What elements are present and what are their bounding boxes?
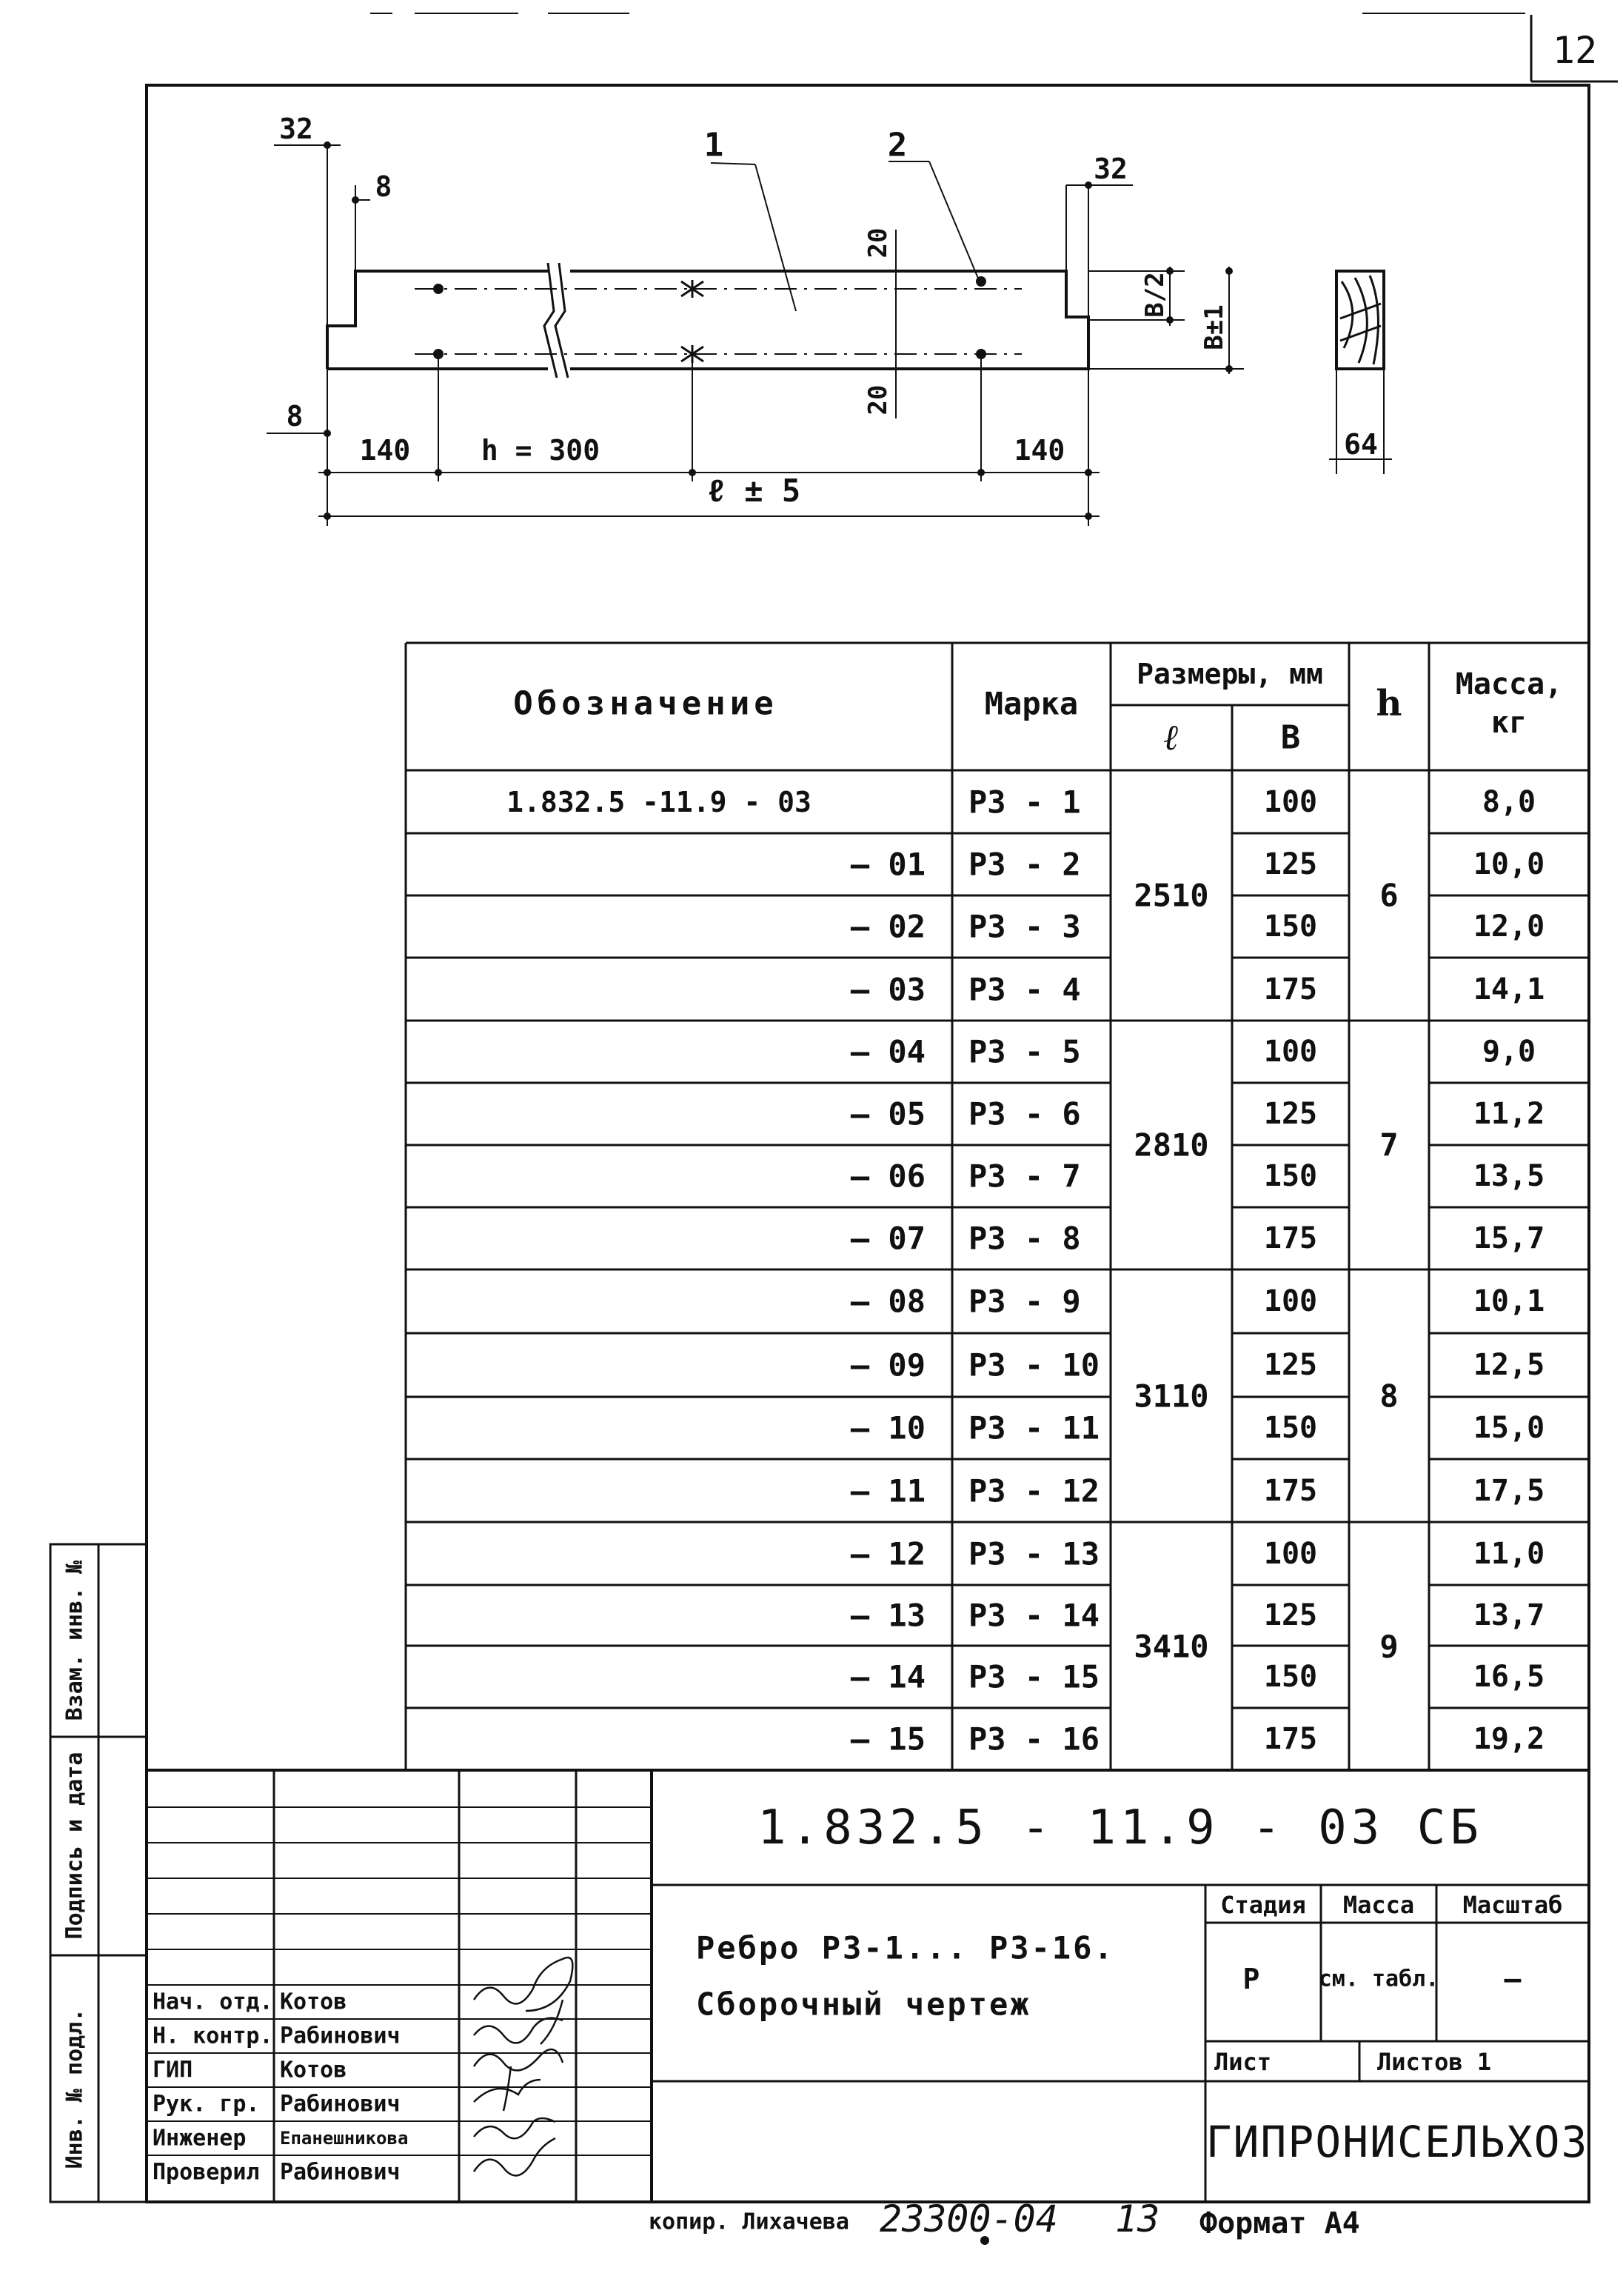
cell-mark: Р3 - 11 — [968, 1409, 1100, 1446]
signature-role: Нач. отд. — [153, 1989, 273, 2015]
cell-mass: 15,0 — [1473, 1411, 1545, 1445]
cell-l: 3110 — [1134, 1378, 1209, 1414]
cell-mass: 13,5 — [1473, 1159, 1545, 1193]
cell-designation: — 06 — [850, 1158, 926, 1195]
cell-h: 7 — [1379, 1127, 1399, 1164]
cell-b: 150 — [1263, 910, 1318, 944]
stage-value: Р — [1242, 1963, 1260, 1995]
dim-64: 64 — [1344, 428, 1378, 461]
cell-mass: 12,5 — [1473, 1348, 1545, 1382]
cell-mass: 14,1 — [1473, 972, 1545, 1007]
cell-mark: Р3 - 3 — [968, 908, 1081, 945]
cell-mass: 11,2 — [1473, 1097, 1545, 1131]
signature-role: Проверил — [153, 2159, 260, 2186]
cell-mass: 9,0 — [1482, 1035, 1536, 1069]
cell-mass: 19,2 — [1473, 1722, 1545, 1756]
cell-designation: 1.832.5 -11.9 - 03 — [506, 785, 812, 818]
sheet-number: 12 — [1552, 29, 1598, 72]
cell-mark: Р3 - 10 — [968, 1346, 1100, 1384]
cell-mass: 12,0 — [1473, 910, 1545, 944]
cell-designation: — 10 — [850, 1409, 926, 1446]
cell-mass: 17,5 — [1473, 1473, 1545, 1508]
cell-l: 2510 — [1134, 877, 1209, 914]
sheets-label: Листов 1 — [1377, 2048, 1492, 2076]
dim-8-top: 8 — [375, 170, 392, 203]
cell-b: 175 — [1263, 1473, 1318, 1508]
cell-b: 175 — [1263, 972, 1318, 1007]
dim-32-right: 32 — [1094, 153, 1128, 185]
dim-length: ℓ ± 5 — [706, 473, 801, 509]
cell-designation: — 09 — [850, 1346, 926, 1384]
signature-role: Инженер — [153, 2125, 247, 2152]
signature-role: Н. контр. — [153, 2023, 273, 2049]
cell-designation: — 02 — [850, 908, 926, 945]
cell-mark: Р3 - 2 — [968, 846, 1081, 883]
cell-designation: — 01 — [850, 846, 926, 883]
header-mass: Масса, кг — [1455, 667, 1563, 740]
stage-label: Стадия — [1220, 1891, 1306, 1919]
callout-2: 2 — [887, 126, 908, 164]
dim-20-bottom: 20 — [863, 384, 893, 416]
cell-b: 100 — [1263, 1536, 1318, 1571]
sheet-label: Лист — [1214, 2048, 1272, 2076]
format-label: Формат А4 — [1199, 2206, 1360, 2240]
dim-h-300: h = 300 — [481, 434, 600, 467]
header-mark: Марка — [984, 685, 1079, 722]
cell-mark: Р3 - 9 — [968, 1283, 1081, 1320]
signature-role: ГИП — [153, 2057, 193, 2083]
drawing-name-line1: Ребро Р3-1... Р3-16. — [696, 1929, 1115, 1966]
dim-8-bottom: 8 — [286, 400, 304, 433]
copy-number: 23300-04 — [880, 2197, 1058, 2240]
copy-label: копир. Лихачева — [649, 2209, 849, 2235]
cell-h: 9 — [1379, 1628, 1399, 1664]
cell-mass: 10,1 — [1473, 1284, 1545, 1318]
scale-label: Масштаб — [1462, 1891, 1563, 1919]
cell-designation: — 12 — [850, 1535, 926, 1572]
header-l: ℓ — [1163, 717, 1179, 758]
cell-mass: 16,5 — [1473, 1660, 1545, 1694]
cell-b: 150 — [1263, 1660, 1318, 1694]
cell-mark: Р3 - 6 — [968, 1095, 1081, 1132]
cell-designation: — 14 — [850, 1658, 926, 1695]
rib-front-view — [327, 263, 1088, 378]
cell-b: 125 — [1263, 847, 1318, 881]
cell-mark: Р3 - 13 — [968, 1535, 1100, 1572]
cell-designation: — 03 — [850, 971, 926, 1007]
signature-name: Котов — [280, 1989, 347, 2015]
dim-140-left: 140 — [359, 434, 411, 467]
dim-b-tolerance: В±1 — [1199, 304, 1229, 350]
cell-mark: Р3 - 8 — [968, 1220, 1081, 1257]
cell-b: 175 — [1263, 1221, 1318, 1255]
dimension-lines — [267, 145, 1244, 526]
cell-b: 100 — [1263, 1035, 1318, 1069]
cell-b: 100 — [1263, 784, 1318, 819]
header-designation: Обозначение — [513, 684, 778, 723]
mass-label: Масса — [1342, 1891, 1415, 1919]
cell-mark: Р3 - 1 — [968, 784, 1081, 820]
cell-b: 125 — [1263, 1097, 1318, 1131]
mass-value: см. табл. — [1318, 1966, 1439, 1992]
signature-name: Котов — [280, 2057, 347, 2083]
cell-mark: Р3 - 14 — [968, 1597, 1100, 1634]
cell-mass: 11,0 — [1473, 1536, 1545, 1571]
dim-140-right: 140 — [1014, 434, 1065, 467]
cell-b: 150 — [1263, 1411, 1318, 1445]
scale-value: — — [1504, 1963, 1522, 1995]
cell-mass: 8,0 — [1482, 784, 1536, 819]
dim-b-half: В/2 — [1140, 272, 1170, 318]
cell-mass: 15,7 — [1473, 1221, 1545, 1255]
cell-designation: — 15 — [850, 1721, 926, 1758]
cell-mark: Р3 - 5 — [968, 1033, 1081, 1070]
header-h: h — [1376, 683, 1402, 724]
dim-32-left: 32 — [279, 113, 313, 145]
header-b: В — [1280, 718, 1301, 757]
cell-h: 6 — [1379, 877, 1399, 914]
cell-mass: 13,7 — [1473, 1598, 1545, 1632]
header-sizes: Размеры, мм — [1137, 658, 1323, 690]
cell-mark: Р3 - 15 — [968, 1658, 1100, 1695]
cell-designation: — 05 — [850, 1095, 926, 1132]
cell-mark: Р3 - 4 — [968, 971, 1081, 1007]
cell-b: 150 — [1263, 1159, 1318, 1193]
cell-b: 100 — [1263, 1284, 1318, 1318]
signature-name: Рабинович — [280, 2023, 401, 2049]
stamp-swap-inv: Взам. инв. № — [61, 1560, 88, 1721]
cell-mark: Р3 - 7 — [968, 1158, 1081, 1195]
signature-name: Епанешникова — [280, 2128, 409, 2149]
cell-designation: — 04 — [850, 1033, 926, 1070]
cell-designation: — 11 — [850, 1472, 926, 1509]
cell-mark: Р3 - 16 — [968, 1721, 1100, 1758]
cell-h: 8 — [1379, 1378, 1399, 1414]
cell-l: 3410 — [1134, 1628, 1209, 1664]
cell-l: 2810 — [1134, 1127, 1209, 1164]
cell-b: 175 — [1263, 1722, 1318, 1756]
cell-mass: 10,0 — [1473, 847, 1545, 881]
drawing-name-line2: Сборочный чертеж — [696, 1986, 1031, 2023]
stamp-sign-date: Подпись и дата — [61, 1752, 88, 1940]
signature-role: Рук. гр. — [153, 2091, 260, 2118]
cell-designation: — 07 — [850, 1220, 926, 1257]
signature-scribbles — [474, 1958, 572, 2175]
copy-page: 13 — [1115, 2197, 1160, 2240]
signature-name: Рабинович — [280, 2159, 401, 2186]
stamp-inv-no: Инв. № подл. — [61, 2008, 88, 2169]
cell-b: 125 — [1263, 1348, 1318, 1382]
drawing-code: 1.832.5 - 11.9 - 03 СБ — [757, 1801, 1483, 1855]
cell-mark: Р3 - 12 — [968, 1472, 1100, 1509]
organization: ГИПРОНИСЕЛЬХОЗ — [1205, 2117, 1589, 2167]
cell-designation: — 13 — [850, 1597, 926, 1634]
cell-designation: — 08 — [850, 1283, 926, 1320]
cell-b: 125 — [1263, 1598, 1318, 1632]
dim-20-top: 20 — [863, 227, 893, 258]
callout-1: 1 — [703, 126, 724, 164]
signature-name: Рабинович — [280, 2091, 401, 2118]
